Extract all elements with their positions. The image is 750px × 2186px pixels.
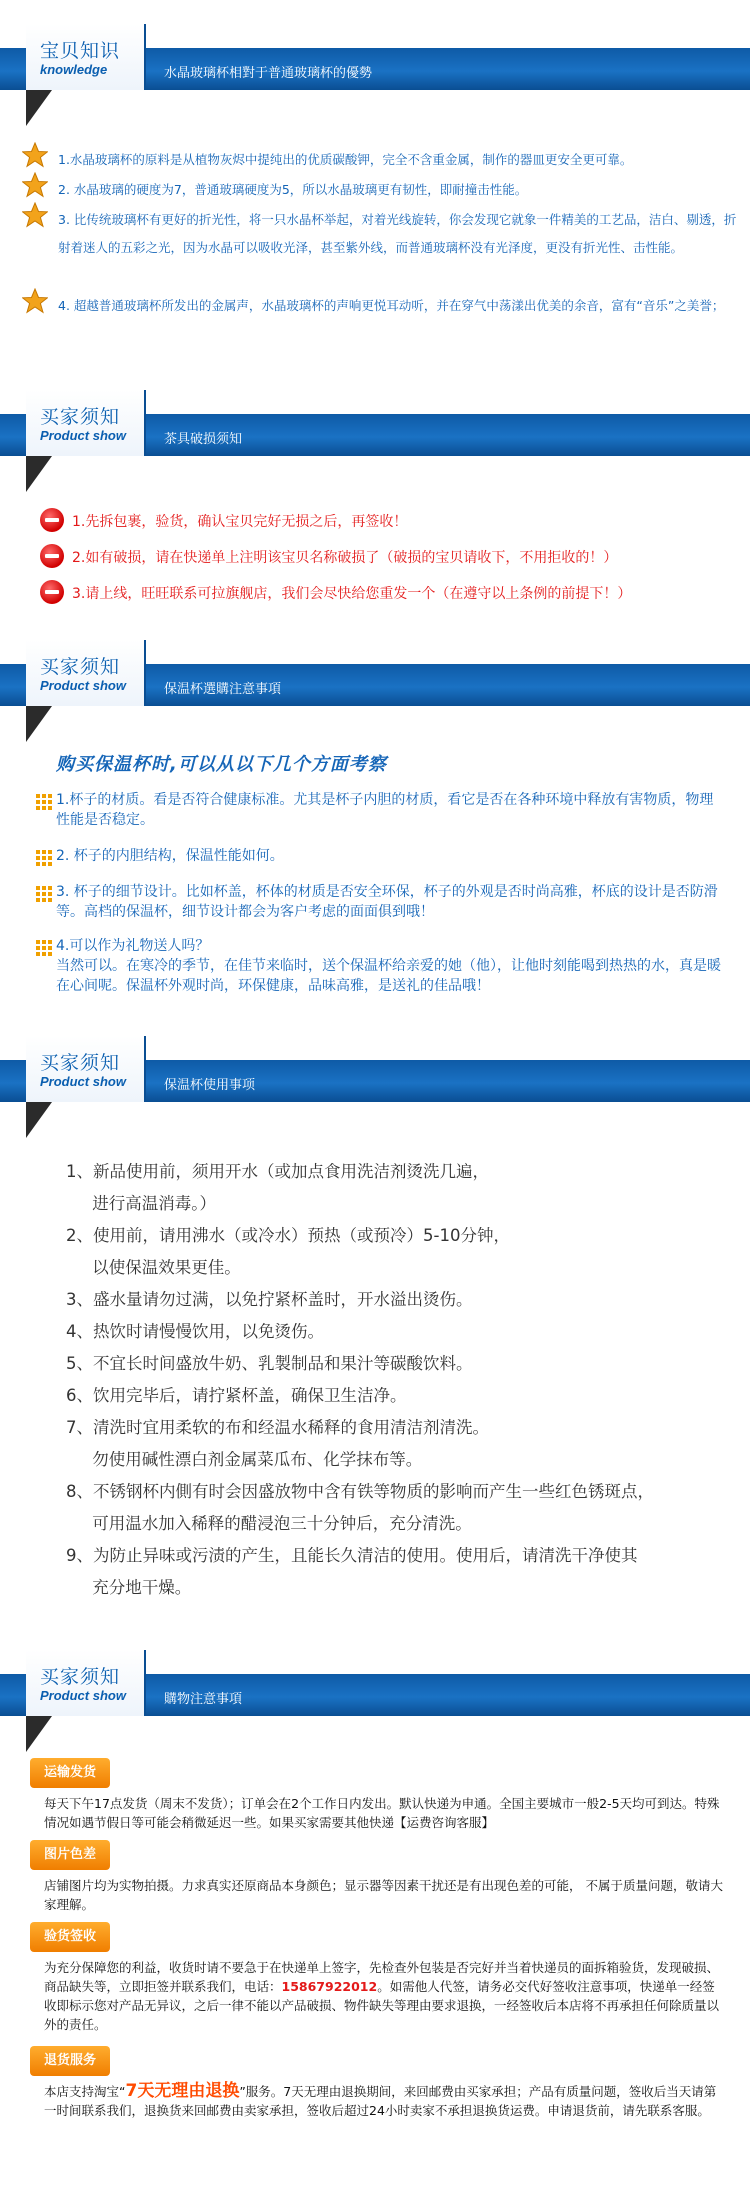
inspection-text	[44, 1958, 724, 2034]
knowledge-text: 2. 水晶玻璃的硬度为7，普通玻璃硬度为5，所以水晶玻璃更有韧性，即耐撞击性能。	[58, 182, 528, 197]
header-tab-en: Product show	[40, 1074, 126, 1089]
shipping-text: 每天下午17点发货（周末不发货）；订单会在2个工作日内发出。默认快递为申通。全国主要城市一般2-5天均可到达。特殊情况如遇节假日等可能会稍微延迟一些。如果买家需要其他快递【运费咨询客服】	[44, 1796, 720, 1830]
usage-item: 7、清洗时宜用柔软的布和经温水稀释的食用清洁剂清洗。 勿使用碱性漂白剂金属菜瓜布、化学抹布等。	[66, 1418, 489, 1469]
header-tab-cn: 买家须知	[40, 1666, 121, 1688]
star-icon	[22, 142, 48, 168]
damage-text: 2.如有破损，请在快递单上注明该宝贝名称破损了（破损的宝贝请收下，不用拒收的！）	[72, 550, 618, 566]
header-corner	[26, 706, 52, 742]
header-tab	[26, 1036, 146, 1102]
damage-item	[40, 580, 740, 604]
section-damage-notice	[0, 390, 750, 602]
header-tab-en: Product show	[40, 1688, 126, 1703]
inspection-text-b: 。如需他人代签，请务必交代好签收注意事项，快递单一经签收即标示您对产品无异议，之后一律不能以产品破损、物件缺失等理由要求退换，一经签收后本店将不再承担任何除质量以外的责任。	[44, 1979, 720, 2032]
inspection-text-a: 为充分保障您的利益，收货时请不要急于在快递单上签字，先检查外包装是否完好并当着快递员的面拆箱验货，发现破损、商品缺失等，立即拒签并联系我们，电话：	[44, 1960, 720, 1994]
star-icon	[22, 172, 48, 198]
usage-item: 8、不锈钢杯内側有时会因盛放物中含有铁等物质的影响而产生一些红色锈斑点， 可用温水加入稀释的醋浸泡三十分钟后，充分清洗。	[66, 1482, 654, 1533]
header-tab	[26, 1650, 146, 1716]
grid-dots-icon	[36, 794, 52, 810]
minus-icon	[40, 580, 64, 604]
usage-item: 1、新品使用前，须用开水（或加点食用洗洁剂烫洗几遍， 进行高温消毒。）	[66, 1162, 489, 1213]
section-knowledge	[0, 24, 750, 313]
section-subtitle: 保温杯選購注意事項	[164, 682, 282, 697]
header-corner	[26, 90, 52, 126]
header-tab-cn: 宝贝知识	[40, 40, 121, 62]
header-tab-cn: 买家须知	[40, 406, 121, 428]
section-header	[0, 640, 750, 710]
damage-text: 1.先拆包裹，验货，确认宝贝完好无损之后，再签收！	[72, 514, 408, 530]
section-subtitle: 水晶玻璃杯相對于普通玻璃杯的優勢	[164, 66, 373, 81]
header-tab-en: knowledge	[40, 62, 108, 77]
damage-item	[40, 544, 740, 568]
star-icon	[22, 202, 48, 228]
section-header	[0, 1650, 750, 1720]
header-tab	[26, 390, 146, 456]
damage-text: 3.请上线，旺旺联系可拉旗舰店，我们会尽快给您重发一个（在遵守以上条例的前提下！）	[72, 586, 632, 602]
minus-icon	[40, 544, 64, 568]
section-thermos-buying	[0, 640, 750, 994]
header-tab	[26, 24, 146, 90]
buying-heading: 购买保温杯时,可以从以下几个方面考察	[56, 754, 387, 775]
section-header	[0, 390, 750, 460]
header-tab-cn: 买家须知	[40, 1052, 121, 1074]
buying-text: 1.杯子的材质。看是否符合健康标准。尤其是杯子内胆的材质，看它是否在各种环境中释放有害物质，物理性能是否稳定。	[56, 792, 714, 828]
section-header	[0, 24, 750, 94]
knowledge-text: 4. 超越普通玻璃杯所发出的金属声，水晶玻璃杯的声响更悦耳动听，并在穿气中荡漾出优美的余音，富有“音乐”之美誉；	[58, 298, 725, 313]
color-diff-tag: 图片色差	[30, 1840, 110, 1870]
grid-dots-icon	[36, 886, 52, 902]
seven-day-return: 7天无理由退换	[125, 2081, 240, 2101]
section-subtitle: 保温杯使用事项	[164, 1078, 256, 1093]
header-corner	[26, 456, 52, 492]
buying-text: 2. 杯子的内胆结构，保温性能如何。	[56, 848, 284, 864]
header-tab-cn: 买家须知	[40, 656, 121, 678]
section-shopping-notice	[0, 1650, 750, 2118]
header-corner	[26, 1716, 52, 1752]
section-thermos-usage	[0, 1036, 750, 1597]
return-tag: 退货服务	[30, 2046, 110, 2076]
section-subtitle: 購物注意事項	[164, 1692, 243, 1707]
usage-item: 4、热饮时请慢慢饮用，以免烫伤。	[66, 1322, 324, 1341]
return-text	[44, 2082, 724, 2120]
header-tab	[26, 640, 146, 706]
usage-item: 2、使用前，请用沸水（或冷水）预热（或预冷）5-10分钟， 以使保温效果更佳。	[66, 1226, 510, 1277]
return-text-a: 本店支持淘宝“	[44, 2084, 126, 2099]
damage-item	[40, 508, 740, 532]
usage-item: 6、饮用完毕后，请拧紧杯盖，确保卫生洁净。	[66, 1386, 407, 1405]
minus-icon	[40, 508, 64, 532]
buying-text: 4.可以作为礼物送人吗？ 当然可以。在寒冷的季节，在佳节来临时，送个保温杯给亲爱的她（他），让他时刻能喝到热热的水，真是暖在心间呢。保温杯外观时尚，环保健康，品味高雅，是送礼的佳品哦！	[56, 938, 721, 994]
buying-text: 3. 杯子的细节设计。比如杯盖，杯体的材质是否安全环保，杯子的外观是否时尚高雅，杯底的设计是否防滑等。高档的保温杯，细节设计都会为客户考虑的面面俱到哦！	[56, 884, 718, 920]
section-header	[0, 1036, 750, 1106]
knowledge-text: 1.水晶玻璃杯的原料是从植物灰烬中提纯出的优质碳酸钾，完全不含重金属，制作的器皿更安全更可靠。	[58, 152, 633, 167]
phone-number: 15867922012	[281, 1979, 378, 1994]
grid-dots-icon	[36, 940, 52, 956]
star-icon	[22, 288, 48, 314]
header-tab-en: Product show	[40, 678, 126, 693]
header-tab-en: Product show	[40, 428, 126, 443]
usage-item: 5、不宜长时间盛放牛奶、乳製制品和果汁等碳酸饮料。	[66, 1354, 473, 1373]
inspection-tag: 验货签收	[30, 1922, 110, 1952]
knowledge-text: 3. 比传统玻璃杯有更好的折光性，将一只水晶杯举起，对着光线旋转，你会发现它就象一件精美的工艺品，洁白、剔透，折射着迷人的五彩之光，因为水晶可以吸收光泽，甚至紫外线，而普通玻璃杯没有光泽度，更没有折光性、击性能。	[58, 212, 737, 255]
color-diff-text: 店铺图片均为实物拍摄。力求真实还原商品本身颜色；显示器等因素干扰还是有出现色差的可能， 不属于质量问题，敬请大家理解。	[44, 1878, 723, 1912]
shipping-tag: 运输发货	[30, 1758, 110, 1788]
grid-dots-icon	[36, 850, 52, 866]
usage-item: 9、为防止异味或污渍的产生，且能长久清洁的使用。使用后，请清洗干净使其 充分地干燥。	[66, 1546, 638, 1597]
return-text-b: ”服务。7天无理由退换期间，来回邮费由买家承担；产品有质量问题，签收后当天请第一时间联系我们，退换货来回邮费由卖家承担，签收后超过24小时卖家不承担退换货运费。申请退货前，请先联系客服。	[44, 2084, 717, 2118]
header-corner	[26, 1102, 52, 1138]
section-subtitle: 茶具破损须知	[164, 432, 243, 447]
usage-item: 3、盛水量请勿过满，以免拧紧杯盖时，开水溢出烫伤。	[66, 1290, 473, 1309]
